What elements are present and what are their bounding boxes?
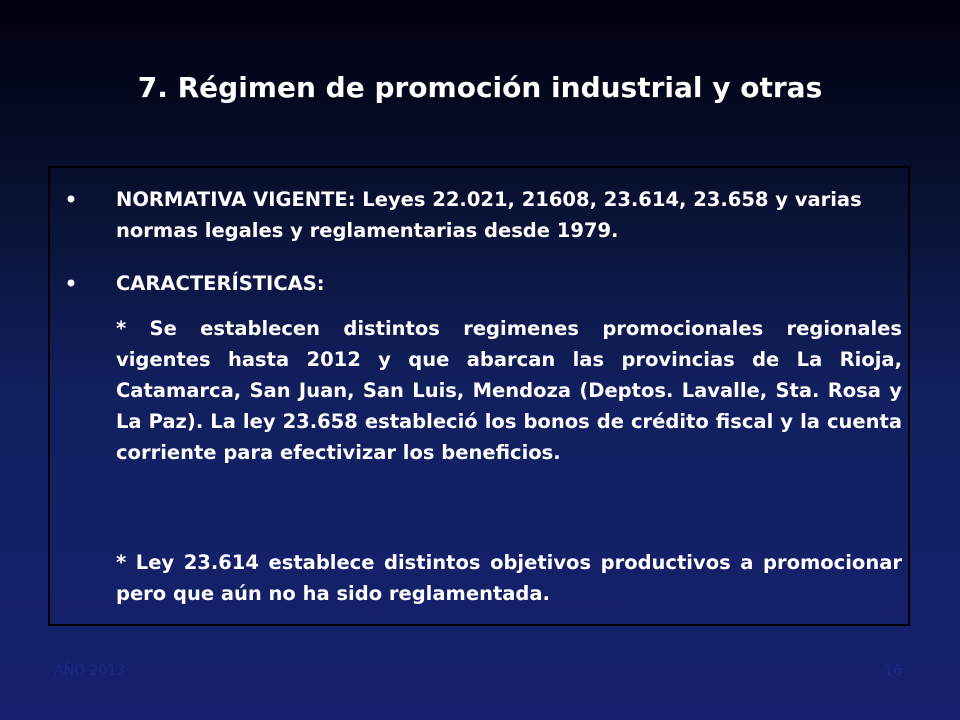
paragraph-ley-23614: * Ley 23.614 establece distintos objetivos productivos a promocionar pero que aún no ha sido reglamentada. bbox=[116, 551, 902, 605]
bullet-icon: • bbox=[64, 188, 78, 211]
bullet-text-caracteristicas: CARACTERÍSTICAS: bbox=[116, 272, 325, 295]
bullet-icon: • bbox=[64, 272, 78, 295]
content-box bbox=[48, 166, 910, 626]
paragraph-regimenes: * Se establecen distintos regimenes promocionales regionales vigentes hasta 2012 y que abarcan las provincias de La Rioja, Catamarca, San Juan, San Luis, Mendoza (Deptos. Lavalle, Sta. Rosa y La Paz). La ley 23.658 estableció los bonos de crédito fiscal y la cuenta corriente para efectivizar los beneficios. bbox=[116, 317, 902, 464]
bullet-text-normativa: NORMATIVA VIGENTE: Leyes 22.021, 21608, 23.614, 23.658 y varias normas legales y reglamentarias desde 1979. bbox=[116, 188, 862, 242]
slide-number: 16 bbox=[884, 663, 902, 679]
slide-title: 7. Régimen de promoción industrial y otras bbox=[137, 71, 823, 104]
footer-date: AÑO 2013 bbox=[54, 663, 126, 679]
